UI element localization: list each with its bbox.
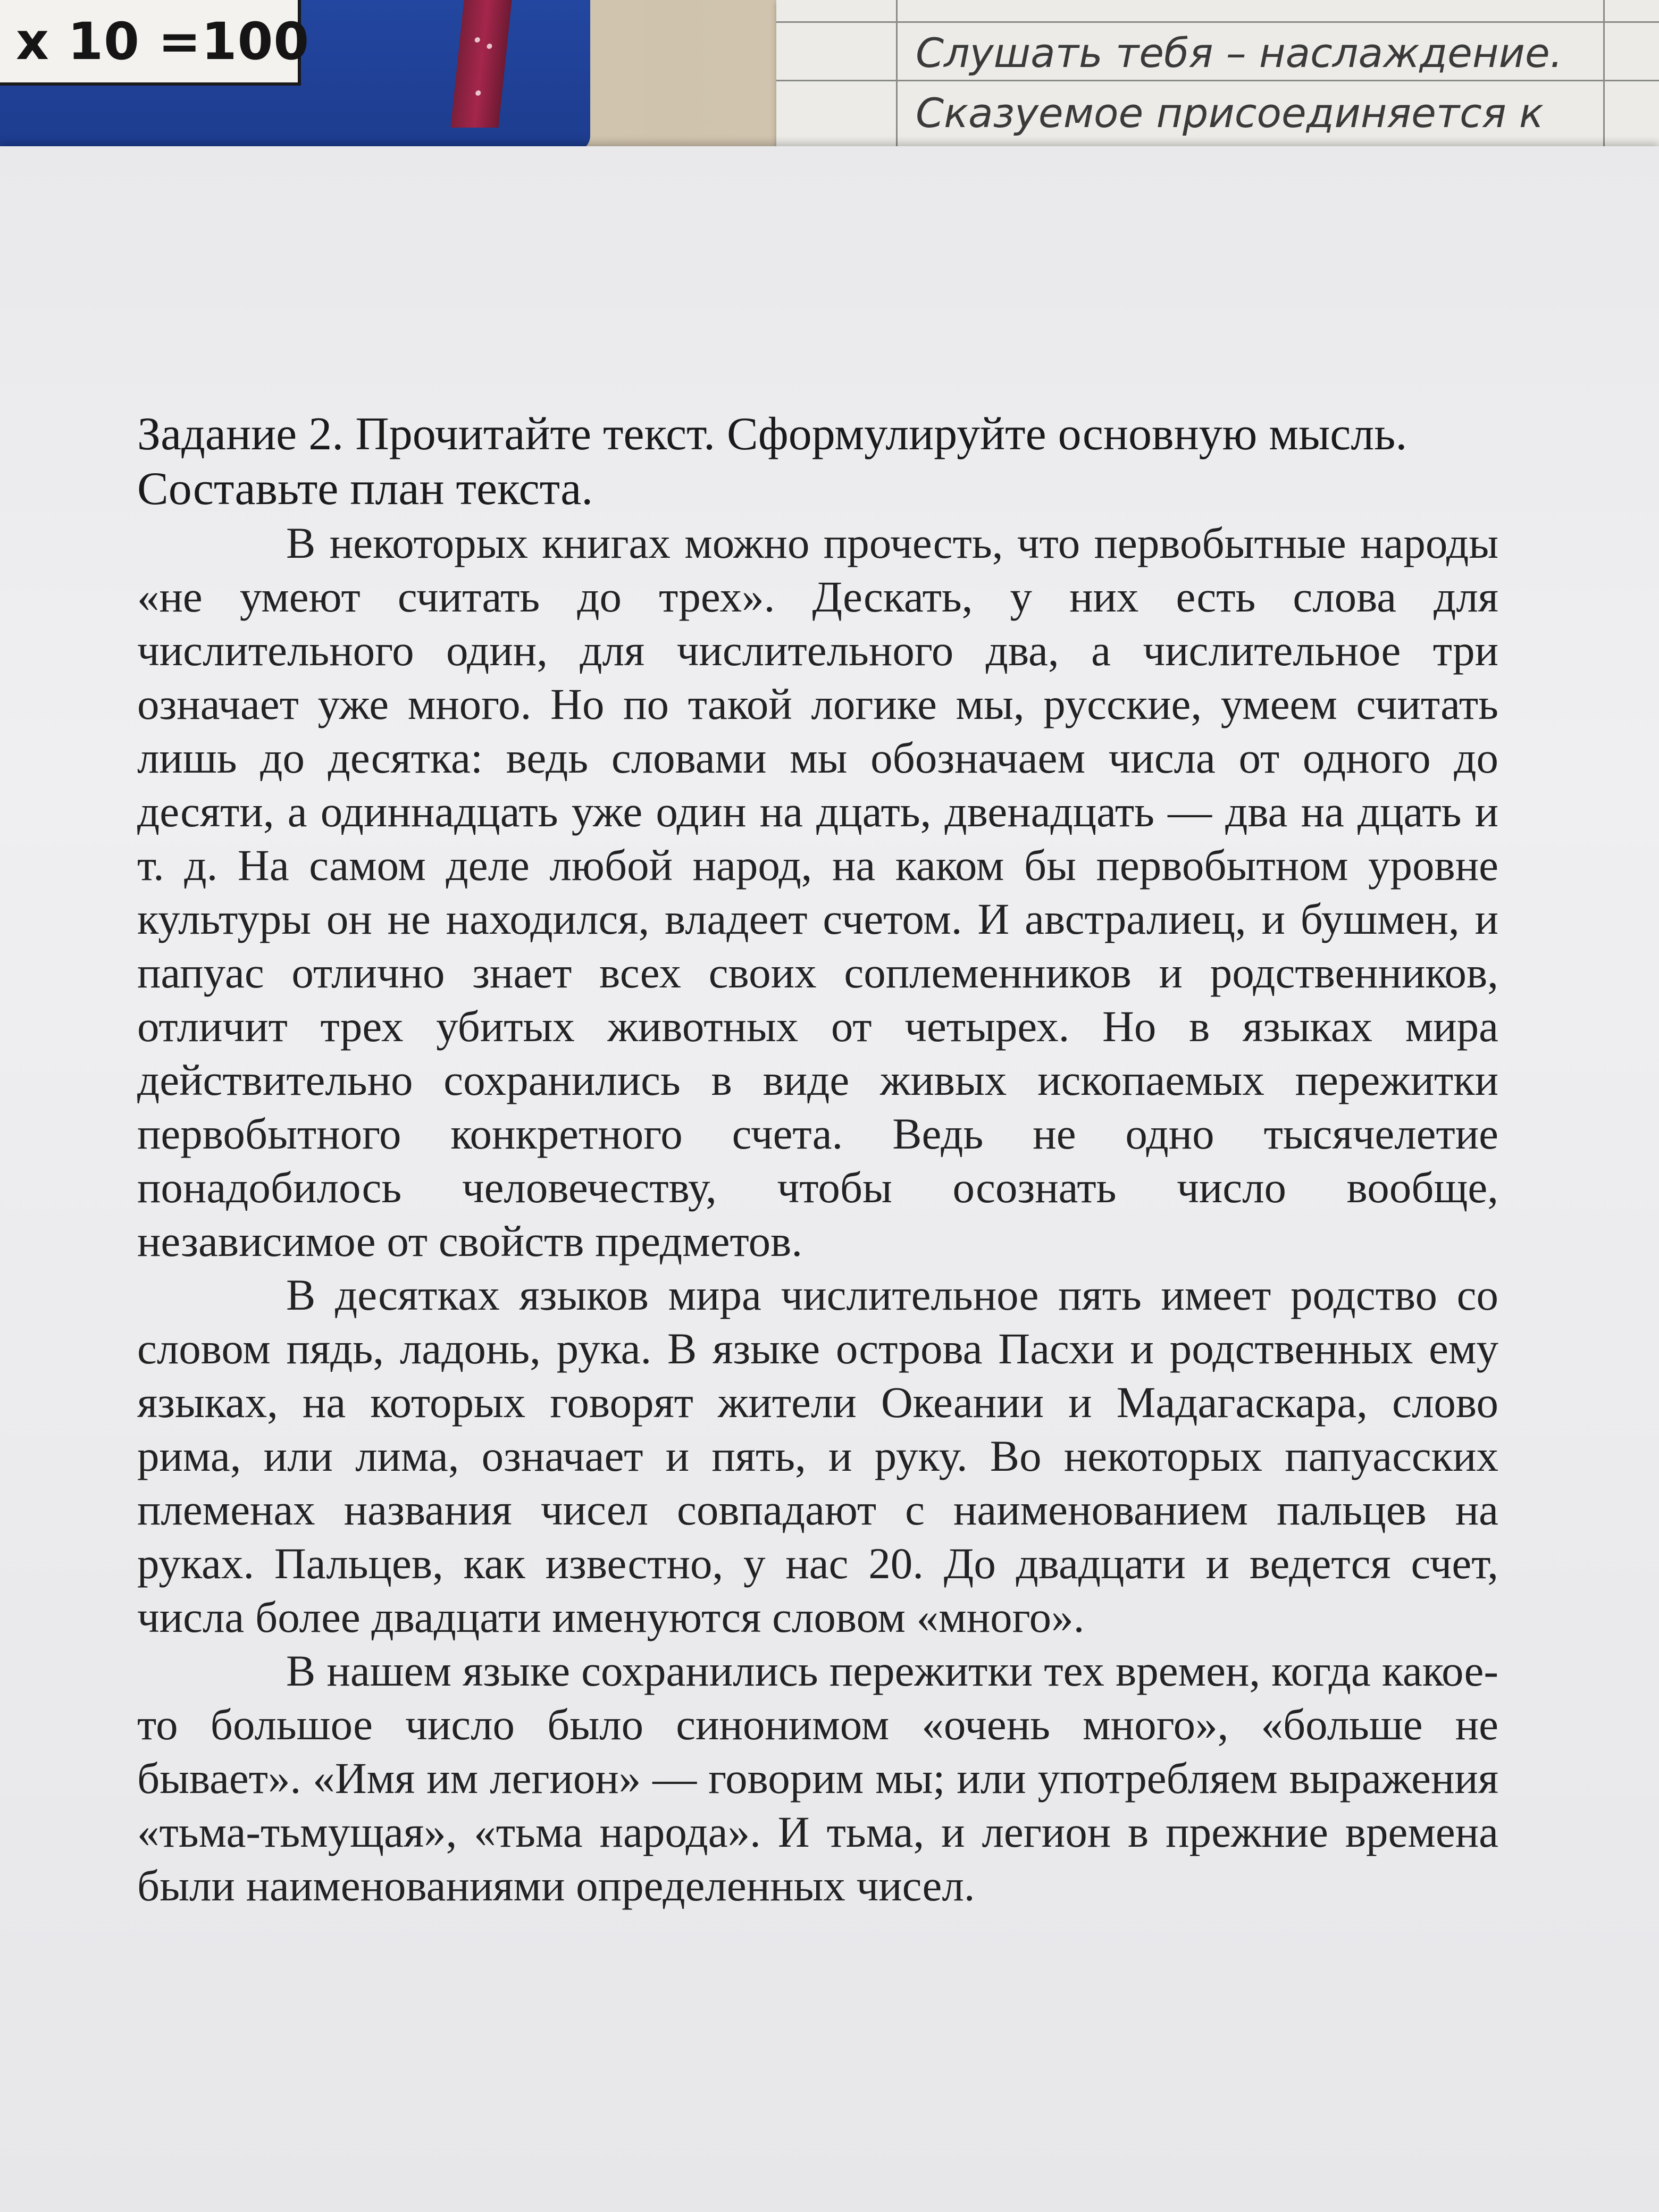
spine-dot bbox=[475, 90, 481, 96]
notebook-column-line bbox=[1603, 0, 1605, 154]
spine-dot bbox=[474, 37, 480, 43]
task-heading: Задание 2. Прочитайте текст. Сформулируйте основную мысль. Составьте план текста. bbox=[137, 408, 1407, 515]
document-body bbox=[137, 407, 1498, 1913]
spine-dot bbox=[487, 44, 492, 49]
notebook-line-1: Слушать тебя – наслаждение. bbox=[916, 29, 1563, 77]
notebook-column-line bbox=[896, 0, 898, 154]
printed-sheet bbox=[0, 146, 1659, 2212]
notebook-row-line bbox=[776, 80, 1659, 81]
notebook-row-line bbox=[776, 21, 1659, 23]
red-book-spine bbox=[450, 0, 512, 128]
notebook-table bbox=[776, 0, 1659, 154]
blue-book-cover bbox=[0, 0, 590, 152]
paragraph-2: В десятках языков мира числительное пять имеет родство со словом пядь, ладонь, рука. В языке острова Пасхи и родственных ему языках, на которых говорят жители Океании и Мадагаскара, слово рима, или лима, означает и пять, и руку. Во некоторых папуасских племенах названия чисел совпадают с наименованием пальцев на руках. Пальцев, как известно, у нас 20. До двадцати и ведется счет, числа более двадцати именуются словом «много». bbox=[137, 1270, 1498, 1641]
math-card bbox=[0, 0, 310, 86]
paragraph-3: В нашем языке сохранились пережитки тех времен, когда какое-то большое число было синонимом «очень много», «больше не бывает». «Имя им легион» — говорим мы; или употребляем выражения «тьма-тьмущая», «тьма народа». И тьма, и легион в прежние времена были наименованиями определенных чисел. bbox=[137, 1646, 1498, 1910]
notebook-line-2: Сказуемое присоединяется к bbox=[916, 89, 1544, 137]
math-card-text: х 10 =100 bbox=[16, 12, 310, 71]
paragraph-1: В некоторых книгах можно прочесть, что первобытные народы «не умеют считать до трех». Дескать, у них есть слова для числительного один, для числительного два, а числительное три означает уже много. Но по такой логике мы, русские, умеем считать лишь до десятка: ведь словами мы обозначаем числа от одного до десяти, а одиннадцать уже один на дцать, двенадцать — два на дцать и т. д. На самом деле любой народ, на каком бы первобытном уровне культуры он не находился, владеет счетом. И австралиец, и бушмен, и папуас отлично знает всех своих соплеменников и родственников, отличит трех убитых животных от четырех. Но в языках мира действительно сохранились в виде живых ископаемых пережитки первобытного конкретного счета. Ведь не одно тысячелетие понадобилось человечеству, чтобы осознать число вообще, независимое от свойств предметов. bbox=[137, 518, 1498, 1266]
